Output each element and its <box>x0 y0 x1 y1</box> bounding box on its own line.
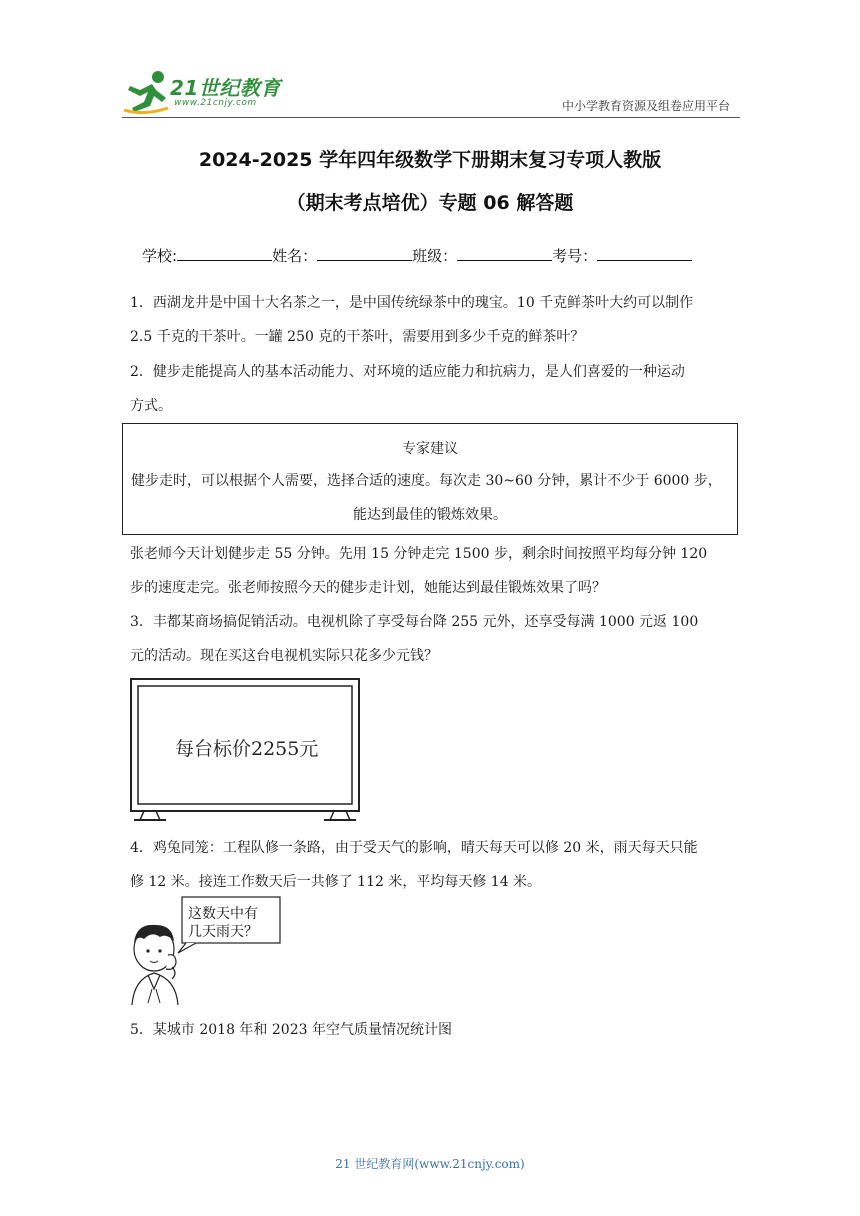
school-label: 学校: <box>142 247 178 265</box>
number-blank[interactable] <box>597 246 692 261</box>
bubble-text-line-1: 这数天中有 <box>188 906 258 922</box>
logo-url: www.21cnjy.com <box>174 98 257 108</box>
page-subtitle: （期末考点培优）专题 06 解答题 <box>286 192 574 214</box>
question-1-line-2: 2.5 千克的干茶叶。一罐 250 克的干茶叶，需要用到多少千克的鲜茶叶？ <box>130 329 585 345</box>
logo-text: 21世纪教育 <box>170 76 281 100</box>
school-field[interactable] <box>142 245 272 266</box>
question-2-line-3: 张老师今天计划健步走 55 分钟。先用 15 分钟走完 1500 步，剩余时间按照平均每分钟 120 <box>130 546 708 562</box>
name-label: 姓名： <box>272 247 318 265</box>
question-2-line-1: 2．健步走能提高人的基本活动能力、对环境的适应能力和抗病力，是人们喜爱的一种运动 <box>130 364 685 380</box>
question-3-line-1: 3．丰都某商场搞促销活动。电视机除了享受每台降 255 元外，还享受每满 1000 元返 100 <box>130 614 699 630</box>
class-label: 班级： <box>412 247 458 265</box>
footer-link[interactable]: 21 世纪教育网(www.21cnjy.com) <box>335 1157 525 1171</box>
question-4-line-1: 4．鸡兔同笼：工程队修一条路，由于受天气的影响，晴天每天可以修 20 米，雨天每天只能 <box>130 840 698 856</box>
expert-advice-box <box>122 423 738 535</box>
name-field[interactable] <box>272 245 412 266</box>
school-blank[interactable] <box>177 246 272 261</box>
tv-price-label: 每台标价2255元 <box>175 738 319 760</box>
header-divider <box>122 117 740 118</box>
question-3-line-2: 元的活动。现在买这台电视机实际只花多少元钱？ <box>130 648 438 664</box>
number-label: 考号： <box>552 247 598 265</box>
platform-label: 中小学教育资源及组卷应用平台 <box>561 99 730 113</box>
question-5-line-1: 5．某城市 2018 年和 2023 年空气质量情况统计图 <box>130 1022 452 1038</box>
expert-advice-title: 专家建议 <box>402 441 458 457</box>
number-field[interactable] <box>552 245 692 266</box>
logo <box>122 68 292 116</box>
expert-advice-line-1: 健步走时，可以根据个人需要，选择合适的速度。每次走 30~60 分钟，累计不少于 6000 步， <box>131 473 722 489</box>
expert-advice-line-2: 能达到最佳的锻炼效果。 <box>353 507 507 523</box>
boy-illustration <box>126 893 296 1008</box>
class-field[interactable] <box>412 245 552 266</box>
runner-logo-icon <box>122 68 172 116</box>
class-blank[interactable] <box>457 246 552 261</box>
question-2-line-4: 步的速度走完。张老师按照今天的健步走计划，她能达到最佳锻炼效果了吗？ <box>130 580 606 596</box>
question-4-line-2: 修 12 米。接连工作数天后一共修了 112 米，平均每天修 14 米。 <box>130 874 542 890</box>
question-2-line-2: 方式。 <box>130 398 172 414</box>
page-title: 2024-2025 学年四年级数学下册期末复习专项人教版 <box>198 149 662 171</box>
student-info-row <box>142 245 692 266</box>
question-1-line-1: 1．西湖龙井是中国十大名茶之一，是中国传统绿茶中的瑰宝。10 千克鲜茶叶大约可以制作 <box>130 295 694 311</box>
tv-illustration <box>130 678 360 824</box>
name-blank[interactable] <box>317 246 412 261</box>
bubble-text-line-2: 几天雨天？ <box>188 924 258 940</box>
